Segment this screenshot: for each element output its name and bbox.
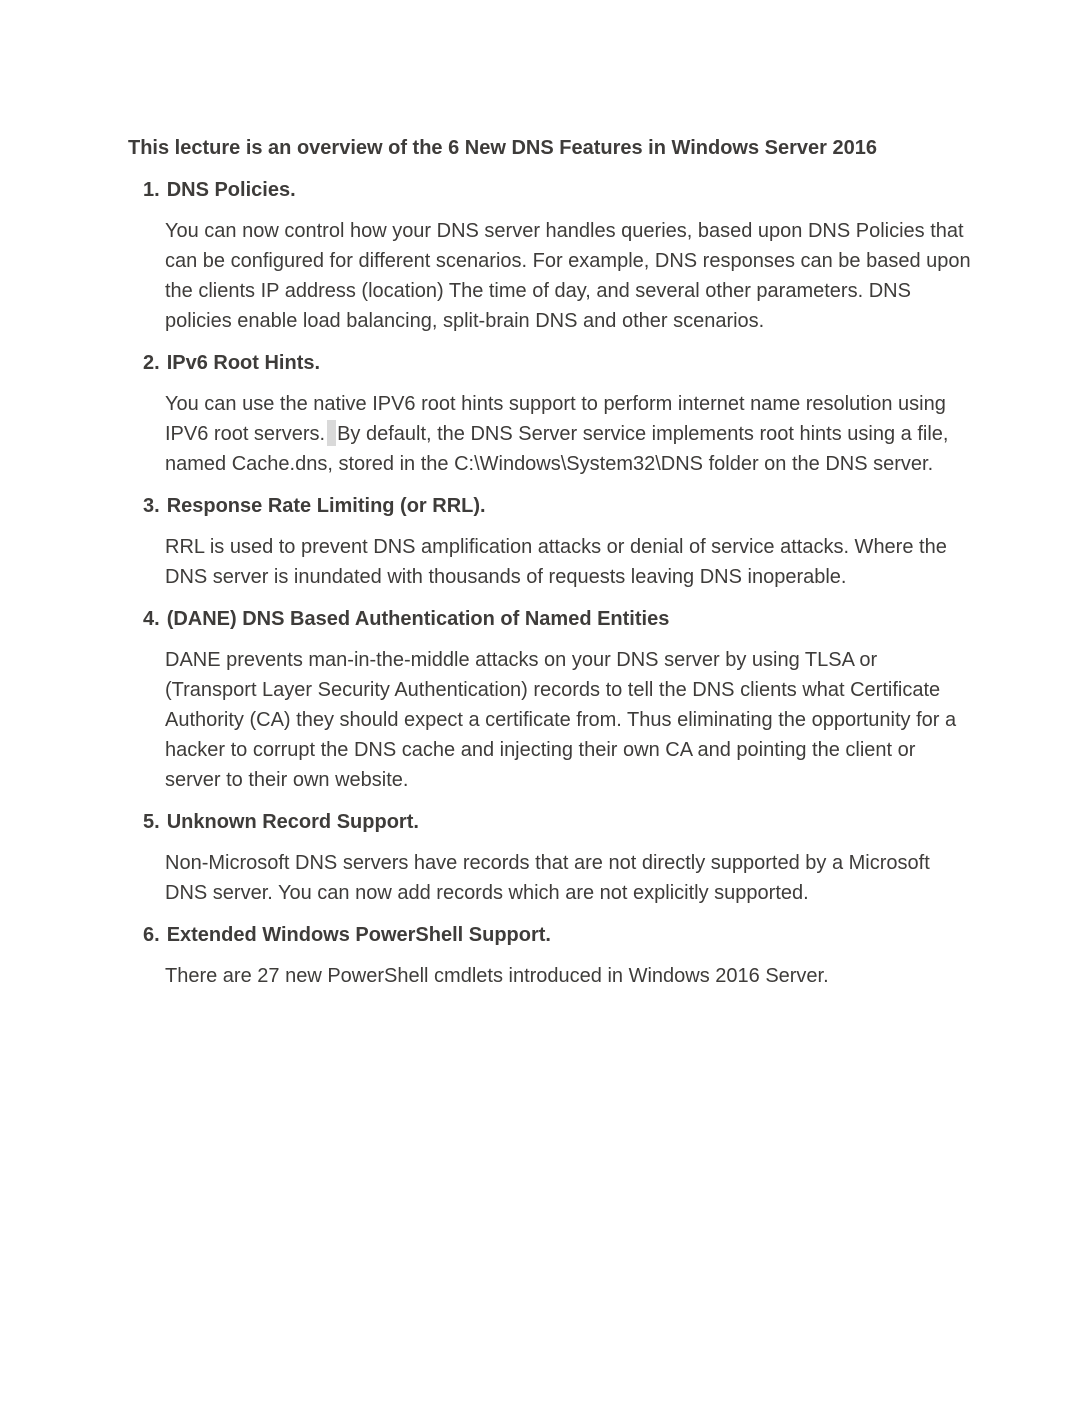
- section-unknown-record-support: [143, 807, 1088, 908]
- section-number: 4.: [143, 608, 160, 630]
- section-heading: Extended Windows PowerShell Support.: [166, 924, 551, 946]
- section-body-text: By default, the DNS Server service implements root hints using a file, named Cache.dns, stored in the C:\Windows\System32\DNS folder on the DNS server.: [165, 423, 949, 475]
- section-body: There are 27 new PowerShell cmdlets introduced in Windows 2016 Server.: [165, 965, 829, 987]
- section-heading-row: [143, 604, 1088, 634]
- section-body-text: You can use the native IPV6 root hints support to perform internet name resolution using IPV6 root servers.: [165, 393, 946, 445]
- section-body: [165, 389, 971, 479]
- section-heading: IPv6 Root Hints.: [166, 352, 321, 374]
- feature-list: [143, 175, 1088, 991]
- section-heading-row: [143, 920, 1088, 950]
- section-heading: Unknown Record Support.: [166, 811, 419, 833]
- section-number: 6.: [143, 924, 160, 946]
- section-body: Non-Microsoft DNS servers have records that are not directly supported by a Microsoft DNS server. You can now add records which are not explicitly supported.: [165, 852, 930, 904]
- cursor-highlight-mark: [327, 420, 336, 446]
- section-body: RRL is used to prevent DNS amplification attacks or denial of service attacks. Where the DNS server is inundated with thousands of requests leaving DNS inoperable.: [165, 536, 947, 588]
- section-dane: [143, 604, 1088, 795]
- section-response-rate-limiting: [143, 491, 1088, 592]
- section-body: DANE prevents man-in-the-middle attacks on your DNS server by using TLSA or (Transport Layer Security Authentication) records to tell the DNS clients what Certificate Authority (CA) they should expect a certificate from. Thus eliminating the opportunity for a hacker to corrupt the DNS cache and injecting their own CA and pointing the client or server to their own website.: [165, 649, 957, 791]
- section-number: 2.: [143, 352, 160, 374]
- section-ipv6-root-hints: [143, 348, 1088, 479]
- section-number: 5.: [143, 811, 160, 833]
- section-heading-row: [143, 175, 1088, 205]
- lecture-title: This lecture is an overview of the 6 New DNS Features in Windows Server 2016: [128, 137, 877, 159]
- section-number: 1.: [143, 179, 160, 201]
- section-heading: Response Rate Limiting (or RRL).: [166, 495, 486, 517]
- section-heading: DNS Policies.: [166, 179, 296, 201]
- section-dns-policies: [143, 175, 1088, 336]
- section-heading-row: [143, 807, 1088, 837]
- section-powershell-support: [143, 920, 1088, 991]
- section-number: 3.: [143, 495, 160, 517]
- section-heading-row: [143, 491, 1088, 521]
- section-heading: (DANE) DNS Based Authentication of Named Entities: [166, 608, 670, 630]
- section-heading-row: [143, 348, 1088, 378]
- section-body: You can now control how your DNS server handles queries, based upon DNS Policies that can be configured for different scenarios. For example, DNS responses can be based upon the clients IP address (location) The time of day, and several other parameters. DNS policies enable load balancing, split-brain DNS and other scenarios.: [165, 220, 971, 332]
